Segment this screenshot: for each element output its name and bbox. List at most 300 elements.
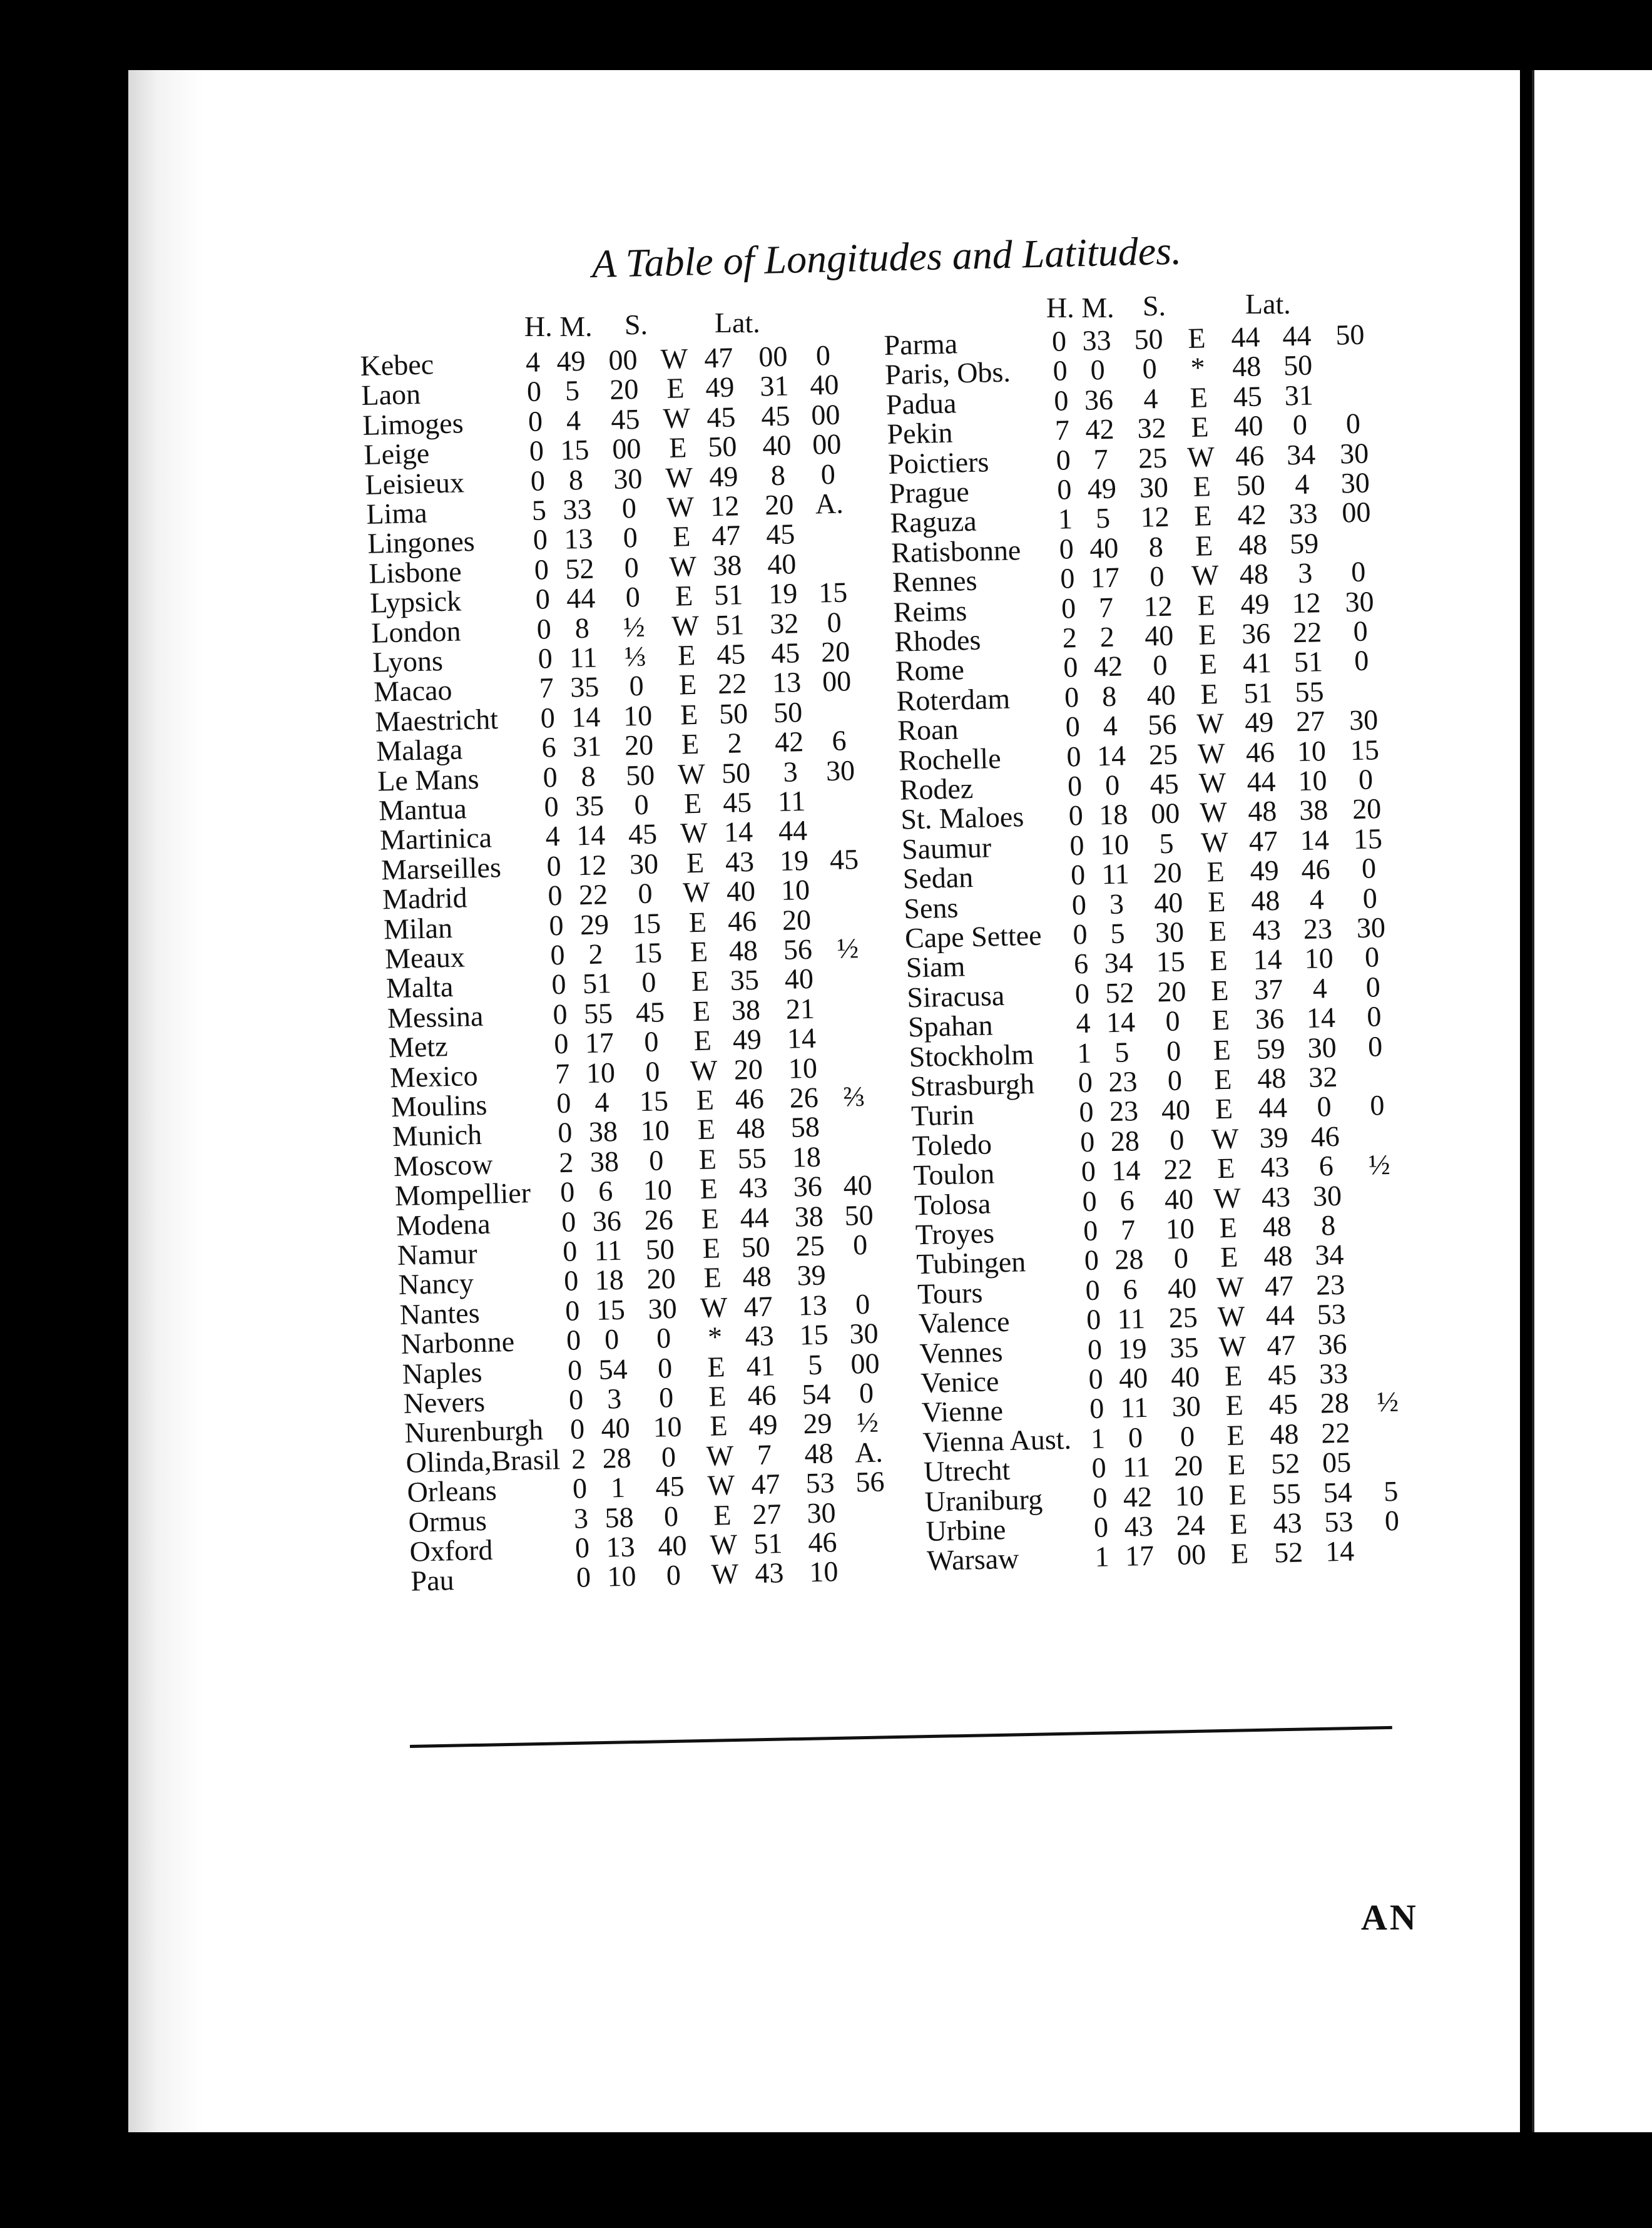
table-cell: 49 [1240, 587, 1270, 620]
table-cell: 0 [566, 1324, 581, 1357]
table-cell: 0 [569, 1413, 585, 1446]
table-cell: 7 [757, 1438, 772, 1471]
table-cell: 5 [1158, 827, 1175, 860]
table-cell: 30 [613, 462, 643, 495]
table-cell: 2 [558, 1146, 574, 1178]
table-cell: E [1220, 1240, 1239, 1274]
table-cell: 52 [564, 552, 594, 585]
table-cell: 38 [794, 1200, 824, 1233]
header-lat-right: Lat. [1245, 288, 1291, 320]
table-cell: 0 [827, 606, 842, 638]
table-cell: 31 [572, 730, 602, 763]
table-cell: E [1219, 1211, 1238, 1244]
place-name: Lisbone [368, 555, 462, 590]
table-cell: 0 [661, 1440, 676, 1473]
table-row [922, 1416, 1350, 1458]
table-cell: 25 [1138, 441, 1168, 474]
table-cell: E [1210, 974, 1229, 1007]
table-cell: 45 [829, 842, 859, 876]
table-cell: W [660, 342, 688, 376]
table-cell: 23 [1108, 1065, 1138, 1098]
place-name: Naples [402, 1356, 483, 1390]
table-cell: 0 [1142, 352, 1158, 386]
table-cell: 44 [740, 1201, 770, 1234]
table-cell: 14 [1325, 1535, 1355, 1568]
place-name: Leige [363, 437, 430, 471]
table-cell: 22 [578, 878, 608, 911]
table-cell: 46 [1235, 439, 1265, 472]
table-cell: 8 [770, 459, 786, 491]
place-name: Mompellier [394, 1177, 531, 1212]
table-cell: 51 [1243, 676, 1273, 709]
table-cell: 45 [655, 1469, 685, 1503]
table-cell: 10 [623, 699, 653, 732]
table-cell: 0 [1056, 443, 1071, 476]
table-cell: 0 [1086, 1303, 1101, 1336]
table-cell: 28 [1114, 1243, 1145, 1276]
table-cell: 22 [717, 667, 747, 700]
table-cell: 0 [1070, 859, 1086, 891]
table-cell: E [690, 935, 708, 968]
table-cell: 0 [1364, 941, 1380, 974]
table-cell: W [1211, 1122, 1239, 1155]
table-cell: 30 [825, 754, 855, 787]
table-cell: 0 [562, 1235, 578, 1268]
table-cell: 0 [666, 1559, 681, 1592]
table-cell: W [1213, 1182, 1242, 1214]
table-cell: 0 [1069, 829, 1085, 862]
table-cell: 47 [750, 1468, 781, 1501]
table-cell: 46 [807, 1526, 838, 1559]
table-cell: A. [854, 1436, 884, 1469]
table-cell: 20 [1352, 792, 1382, 825]
table-row [385, 963, 814, 1004]
place-name: Troyes [915, 1217, 995, 1251]
table-cell: W [700, 1290, 728, 1324]
table-cell: 0 [572, 1472, 588, 1505]
table-cell: 35 [569, 670, 599, 703]
table-cell: ½ [623, 610, 646, 643]
table-cell: 0 [544, 790, 559, 823]
place-name: Laon [360, 378, 421, 412]
table-cell: 55 [737, 1142, 767, 1175]
table-cell: 23 [1109, 1095, 1139, 1128]
table-cell: ½ [837, 932, 859, 964]
table-cell: 28 [602, 1441, 632, 1474]
table-cell: 10 [780, 874, 810, 907]
table-row [914, 1179, 1342, 1221]
table-cell: 15 [799, 1318, 829, 1351]
table-cell: E [697, 1113, 716, 1146]
table-cell: 11 [1117, 1302, 1146, 1336]
table-cell: 34 [1104, 946, 1134, 979]
table-cell: 48 [1239, 558, 1269, 591]
table-cell: 59 [1289, 527, 1319, 560]
table-cell: 22 [1292, 616, 1322, 649]
table-cell: 39 [1259, 1121, 1289, 1154]
table-cell: 12 [577, 849, 607, 882]
table-row [918, 1297, 1347, 1340]
table-cell: 40 [1167, 1271, 1197, 1304]
table-cell: 0 [623, 521, 638, 554]
table-cell: 12 [1143, 590, 1173, 623]
table-cell: 27 [752, 1497, 782, 1530]
place-name: Olinda,Brasil [405, 1443, 561, 1479]
place-name: Mexico [389, 1059, 479, 1093]
place-name: Pau [410, 1564, 455, 1598]
table-cell: 0 [556, 1086, 571, 1120]
table-cell: E [681, 728, 700, 760]
table-cell: 0 [1353, 615, 1369, 648]
table-row [915, 1239, 1344, 1280]
table-row [887, 437, 1369, 480]
table-cell: 0 [1061, 591, 1076, 625]
table-cell: 36 [1241, 617, 1271, 650]
table-cell: 22 [1320, 1416, 1350, 1449]
table-cell: 15 [633, 936, 663, 969]
table-cell: 50 [1335, 318, 1365, 351]
place-name: Tours [917, 1276, 983, 1310]
table-cell: 40 [809, 369, 839, 402]
table-cell: 20 [1153, 856, 1183, 889]
table-cell: 56 [1147, 708, 1177, 741]
table-cell: 14 [1096, 738, 1126, 772]
table-cell: 00 [1341, 496, 1372, 529]
table-cell: 20 [1156, 975, 1186, 1008]
table-cell: 38 [1298, 794, 1328, 827]
table-cell: 45 [770, 636, 800, 670]
place-name: Tolosa [914, 1187, 991, 1221]
table-cell: 0 [533, 523, 548, 556]
table-cell: 0 [1358, 763, 1374, 795]
place-name: Namur [397, 1237, 478, 1272]
table-cell: 17 [1090, 561, 1120, 594]
table-cell: 20 [1173, 1449, 1203, 1483]
table-cell: 0 [551, 968, 567, 1001]
place-name: Stockholm [909, 1038, 1034, 1073]
table-cell: 0 [549, 938, 566, 971]
table-cell: 51 [715, 608, 745, 641]
table-cell: 0 [1067, 769, 1083, 802]
table-cell: E [1190, 381, 1208, 414]
table-row [890, 527, 1319, 569]
table-cell: 30 [1307, 1031, 1337, 1064]
table-cell: 44 [1265, 1299, 1295, 1332]
table-cell: 0 [1149, 560, 1165, 593]
table-cell: 40 [1118, 1361, 1148, 1394]
table-cell: 3 [606, 1382, 622, 1415]
table-cell: 50 [625, 759, 655, 792]
place-name: Tubingen [915, 1245, 1026, 1280]
table-cell: 15 [559, 433, 589, 466]
table-cell: W [1191, 559, 1220, 592]
table-cell: E [1210, 944, 1228, 977]
table-cell: A. [815, 487, 844, 520]
table-cell: 3 [1109, 887, 1124, 920]
table-cell: 46 [1301, 853, 1331, 886]
table-cell: 25 [1148, 738, 1178, 771]
facing-page [1532, 70, 1652, 2132]
table-cell: 0 [1091, 1451, 1107, 1484]
table-row [367, 518, 795, 560]
table-row [912, 1148, 1391, 1192]
table-cell: 0 [547, 879, 563, 912]
place-name: Macao [373, 674, 453, 708]
table-cell: 10 [1297, 764, 1328, 797]
table-cell: 40 [601, 1412, 631, 1445]
place-name: Turin [910, 1098, 975, 1132]
table-cell: 46 [735, 1082, 765, 1115]
table-cell: 42 [1093, 650, 1123, 683]
table-cell: 00 [1150, 797, 1180, 830]
table-cell: 0 [1065, 710, 1081, 743]
place-name: London [370, 615, 462, 649]
place-name: Valence [918, 1306, 1010, 1340]
table-cell: 0 [1093, 1511, 1109, 1543]
table-cell: 14 [723, 815, 753, 849]
table-row [390, 1080, 865, 1123]
header-s-left: S. [625, 309, 648, 340]
table-cell: 40 [784, 963, 814, 996]
table-cell: 0 [621, 492, 637, 524]
table-cell: 52 [1104, 976, 1134, 1009]
table-cell: E [666, 372, 685, 405]
place-name: Narbonne [400, 1325, 515, 1361]
table-row [924, 1474, 1399, 1518]
table-row [399, 1287, 870, 1331]
table-cell: 7 [1098, 591, 1114, 623]
page-title: A Table of Longitudes and Latitudes. [591, 228, 1182, 286]
table-cell: 15 [631, 906, 661, 939]
table-cell: 43 [725, 845, 755, 878]
table-cell: 30 [1356, 911, 1386, 944]
table-cell: 10 [1297, 734, 1327, 767]
table-cell: W [680, 816, 708, 849]
table-cell: 1 [1094, 1540, 1110, 1573]
table-cell: 0 [1350, 555, 1366, 588]
table-cell: 0 [648, 1144, 664, 1177]
table-row [372, 635, 850, 678]
table-cell: 44 [1247, 765, 1277, 799]
table-cell: 15 [1350, 733, 1380, 766]
table-cell: 0 [1089, 1392, 1104, 1425]
table-cell: 40 [1233, 409, 1264, 442]
table-cell: 45 [1233, 380, 1263, 413]
table-cell: E [700, 1172, 718, 1205]
table-row [389, 1051, 818, 1093]
table-cell: 30 [648, 1292, 678, 1325]
table-cell: E [713, 1498, 732, 1531]
table-cell: 0 [1087, 1333, 1103, 1366]
table-cell: 0 [1053, 384, 1069, 417]
table-cell: 54 [598, 1352, 628, 1386]
table-cell: 42 [1123, 1480, 1153, 1513]
table-cell: 0 [1072, 917, 1088, 951]
table-row [910, 1089, 1385, 1132]
table-cell: 49 [1244, 706, 1274, 739]
table-cell: 00 [822, 665, 852, 698]
table-cell: 3 [1297, 556, 1313, 590]
table-cell: 1 [1058, 503, 1073, 536]
table-cell: 24 [1175, 1508, 1206, 1541]
table-row [917, 1268, 1345, 1310]
table-cell: E [1207, 885, 1226, 918]
table-row [894, 615, 1369, 658]
table-row [919, 1327, 1347, 1369]
table-cell: 39 [797, 1259, 827, 1292]
table-cell: 14 [1111, 1154, 1141, 1187]
table-cell: 28 [1320, 1386, 1350, 1419]
table-cell: 49 [705, 370, 735, 404]
table-cell: E [1193, 499, 1213, 533]
table-cell: 11 [1122, 1450, 1151, 1483]
table-cell: 23 [1315, 1268, 1345, 1301]
table-cell: 14 [576, 819, 606, 852]
table-cell: E [698, 1143, 717, 1175]
table-cell: 0 [1088, 1362, 1104, 1395]
table-cell: E [1213, 1033, 1231, 1066]
table-cell: 0 [1056, 473, 1072, 506]
table-cell: 25 [795, 1229, 825, 1262]
table-cell: 31 [759, 369, 789, 402]
table-cell: 2 [1099, 620, 1115, 653]
table-cell: 43 [1252, 913, 1282, 946]
table-cell: 47 [1264, 1269, 1294, 1302]
table-cell: 30 [1349, 703, 1379, 737]
place-name: Marseilles [380, 851, 502, 886]
table-cell: E [696, 1083, 715, 1117]
table-cell: E [1206, 856, 1225, 888]
place-name: Siam [905, 950, 966, 984]
table-cell: 50 [707, 430, 737, 463]
place-name: Nantes [399, 1296, 481, 1331]
table-row [925, 1504, 1400, 1547]
table-cell: 0 [645, 1055, 660, 1088]
place-name: Pekin [887, 416, 953, 451]
table-cell: 43 [1261, 1180, 1291, 1214]
place-name: Nancy [398, 1267, 474, 1301]
table-cell: E [1227, 1448, 1246, 1481]
table-cell: 30 [1344, 585, 1375, 618]
table-cell: 7 [1120, 1214, 1136, 1246]
table-cell: 3 [783, 755, 798, 788]
header-hm-right: H. M. [1046, 292, 1114, 324]
table-cell: 32 [1136, 411, 1167, 445]
table-cell: 40 [1161, 1093, 1191, 1127]
table-cell: 45 [706, 401, 736, 434]
table-cell: ⅔ [842, 1080, 865, 1113]
place-name: Nevers [403, 1385, 486, 1419]
table-cell: 25 [1168, 1301, 1198, 1334]
table-cell: 0 [820, 457, 836, 490]
table-cell: 20 [782, 903, 812, 936]
table-cell: 2 [571, 1443, 586, 1475]
table-cell: 48 [1257, 1061, 1287, 1095]
table-cell: E [702, 1232, 721, 1264]
table-cell: E [1187, 322, 1206, 354]
table-cell: W [1218, 1329, 1247, 1362]
table-cell: 29 [802, 1407, 833, 1440]
table-cell: 56 [783, 933, 813, 966]
table-cell: E [668, 431, 688, 464]
table-cell: 0 [1092, 1481, 1108, 1514]
table-cell: 0 [1053, 354, 1068, 387]
table-cell: 20 [624, 728, 654, 762]
table-cell: W [707, 1469, 735, 1502]
table-cell: E [677, 638, 696, 672]
table-cell: 00 [611, 432, 641, 466]
place-name: Martinica [379, 821, 492, 856]
place-name: Vienne [921, 1394, 1004, 1429]
table-cell: W [663, 401, 691, 434]
table-cell: E [1195, 529, 1213, 562]
place-name: Toledo [912, 1128, 992, 1162]
table-cell: 20 [764, 488, 794, 521]
table-cell: 34 [1286, 437, 1316, 471]
table-cell: 15 [639, 1085, 669, 1118]
table-cell: 0 [576, 1561, 591, 1594]
table-row [388, 1021, 817, 1064]
place-name: Uraniburg [924, 1483, 1043, 1518]
table-cell: 1 [1090, 1422, 1106, 1454]
table-cell: 0 [1068, 799, 1084, 832]
table-cell: E [706, 1350, 726, 1383]
table-cell: 15 [1156, 945, 1186, 978]
table-cell: 52 [1270, 1447, 1300, 1480]
place-name: Kebec [360, 348, 434, 382]
table-cell: 00 [810, 398, 840, 431]
place-name: Utrecht [923, 1454, 1011, 1488]
table-cell: 6 [1123, 1272, 1138, 1306]
table-cell: E [680, 698, 698, 731]
table-cell: 45 [635, 996, 665, 1029]
table-cell: W [665, 461, 693, 494]
table-cell: 47 [743, 1290, 773, 1323]
place-name: Messina [387, 999, 484, 1035]
table-cell: 20 [609, 373, 640, 406]
place-name: Modena [395, 1207, 491, 1242]
table-cell: 0 [530, 464, 546, 497]
table-cell: 5 [1109, 917, 1126, 950]
table-row [375, 724, 847, 767]
place-name: Metz [388, 1030, 449, 1064]
table-cell: 0 [637, 877, 653, 910]
table-cell: 29 [579, 907, 609, 941]
table-cell: E [683, 787, 702, 820]
table-cell: 12 [1291, 586, 1322, 619]
table-cell: 0 [1384, 1504, 1400, 1537]
table-row [899, 763, 1374, 806]
table-cell: 0 [624, 551, 640, 584]
table-cell: 47 [711, 519, 741, 552]
table-row [901, 822, 1383, 866]
table-cell: 45 [628, 817, 658, 851]
table-row [404, 1406, 879, 1449]
table-cell: 13 [798, 1289, 828, 1322]
table-cell: W [1216, 1270, 1245, 1304]
table-cell: 12 [1140, 501, 1170, 534]
table-cell: 10 [643, 1173, 673, 1207]
place-name: Nurenburgh [404, 1414, 544, 1449]
table-cell: 6 [1119, 1183, 1135, 1217]
table-cell: 26 [644, 1203, 674, 1236]
table-cell: 48 [728, 934, 758, 967]
place-name: Munich [392, 1118, 482, 1153]
table-cell: 55 [1294, 675, 1325, 708]
table-cell: 18 [1098, 798, 1128, 831]
table-cell: 46 [747, 1379, 777, 1412]
table-cell: 36 [1317, 1327, 1347, 1361]
